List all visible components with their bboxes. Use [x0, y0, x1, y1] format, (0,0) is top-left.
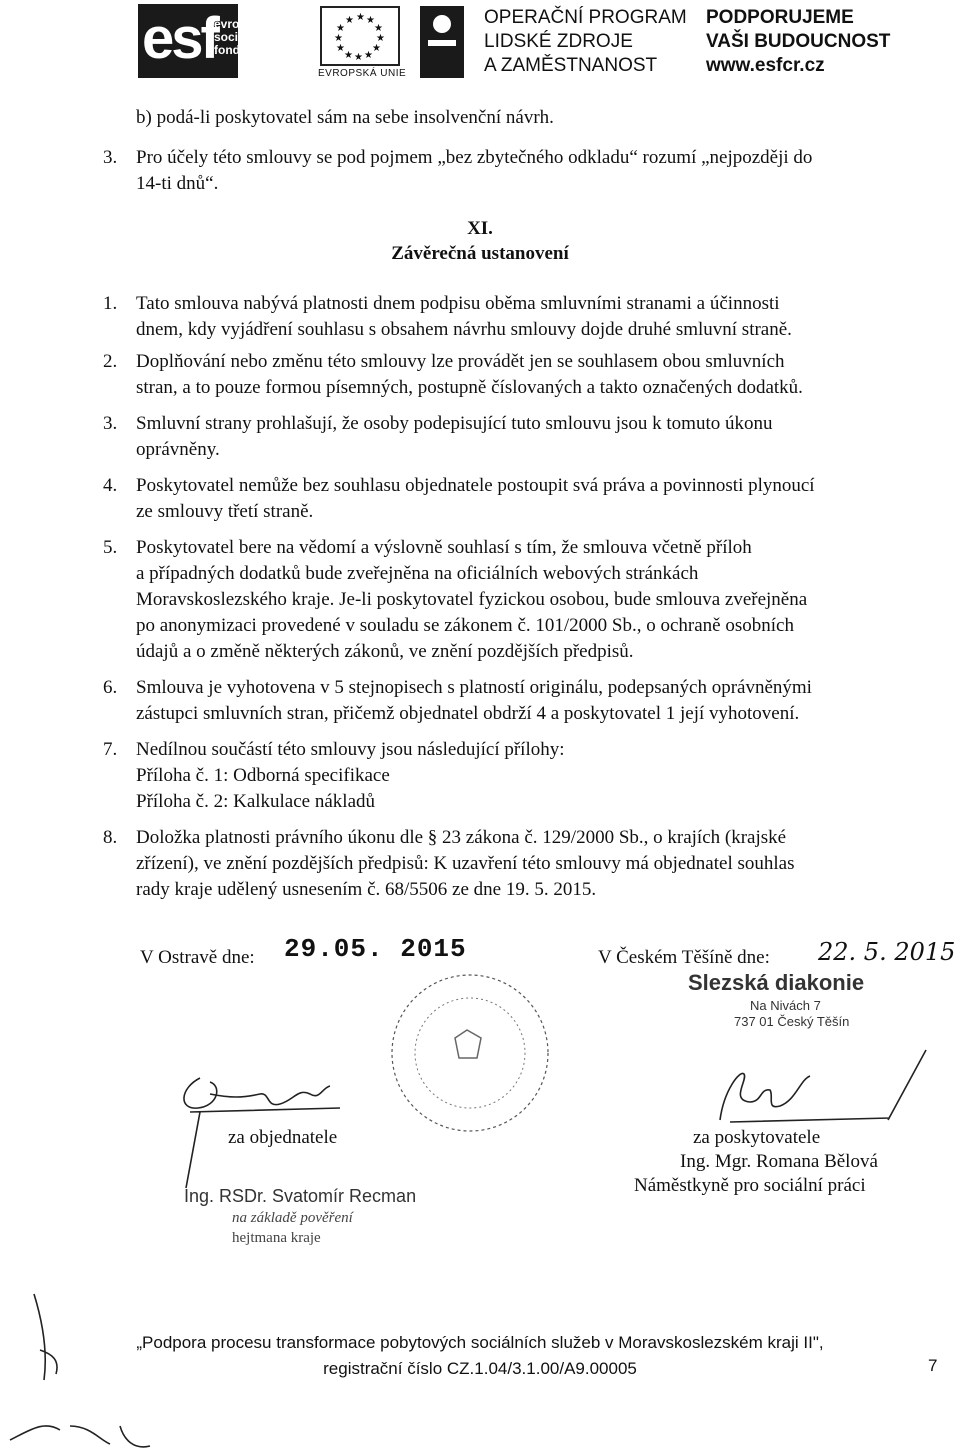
- left-note-2: hejtmana kraje: [232, 1230, 321, 1246]
- stamp-org-name: Slezská diakonie: [688, 970, 865, 995]
- eu-label: EVROPSKÁ UNIE: [318, 68, 407, 79]
- svg-text:★: ★: [345, 15, 354, 26]
- left-note-1: na základě pověření: [232, 1210, 353, 1226]
- footer-registration: registrační číslo CZ.1.04/3.1.00/A9.00005: [323, 1359, 637, 1378]
- svg-text:★: ★: [364, 50, 373, 61]
- attachment-1: Příloha č. 1: Odborná specifikace: [136, 765, 390, 786]
- op-logo-icon: [420, 6, 464, 78]
- right-role: za poskytovatele: [693, 1127, 821, 1148]
- stamp-city: 737 01 Český Těšín: [734, 1014, 850, 1029]
- stamp-street: Na Nivách 7: [750, 998, 821, 1013]
- left-date-stamp: 29.05. 2015: [284, 934, 467, 964]
- item-3-line1: Pro účely této smlouvy se pod pojmem „bez zbytečného odkladu“ rozumí „nejpozději do: [136, 147, 813, 168]
- region-seal-icon: [375, 958, 565, 1148]
- item-number: 3.: [103, 147, 118, 168]
- attachment-2: Příloha č. 2: Kalkulace nákladů: [136, 791, 376, 812]
- left-place-label: V Ostravě dne:: [140, 947, 255, 968]
- footer-project-title: „Podpora procesu transformace pobytových sociálních služeb v Moravskoslezském kraji II",: [136, 1333, 824, 1352]
- svg-text:★: ★: [366, 15, 375, 26]
- support-slogan: PODPORUJEME VAŠI BUDOUCNOST www.esfcr.cz: [706, 7, 891, 76]
- left-role: za objednatele: [228, 1127, 338, 1148]
- svg-text:★: ★: [334, 33, 343, 44]
- svg-text:★: ★: [376, 33, 385, 44]
- right-place-label: V Českém Těšíně dne:: [598, 947, 770, 968]
- right-signatory-title: Náměstkyně pro sociální práci: [634, 1175, 866, 1196]
- svg-text:★: ★: [356, 12, 365, 23]
- svg-text:★: ★: [336, 43, 345, 54]
- eu-flag-icon: [320, 6, 400, 66]
- margin-initials-icon: [0, 1290, 180, 1454]
- esf-logo-letters: esf: [142, 6, 217, 71]
- item-3-line2: 14-ti dnů“.: [136, 173, 219, 194]
- section-title: Závěrečná ustanovení: [391, 243, 569, 264]
- op-program-title: OPERAČNÍ PROGRAM LIDSKÉ ZDROJE A ZAMĚSTNANOST: [484, 7, 687, 76]
- section-number: XI.: [467, 218, 493, 239]
- svg-text:★: ★: [374, 23, 383, 34]
- svg-text:★: ★: [344, 50, 353, 61]
- page-number: 7: [928, 1356, 938, 1375]
- item-b: b) podá-li poskytovatel sám na sebe insolvenční návrh.: [136, 107, 554, 128]
- right-date-handwritten: 22. 5. 2015: [818, 938, 956, 966]
- esf-logo-text: evropský sociální fond v ČR: [214, 17, 271, 57]
- left-signatory-name: Ing. RSDr. Svatomír Recman: [184, 1186, 417, 1206]
- svg-text:★: ★: [336, 23, 345, 34]
- svg-text:★: ★: [372, 43, 381, 54]
- svg-text:★: ★: [354, 52, 363, 63]
- right-signature-icon: [700, 1040, 950, 1130]
- right-signatory-name: Ing. Mgr. Romana Bělová: [680, 1151, 878, 1172]
